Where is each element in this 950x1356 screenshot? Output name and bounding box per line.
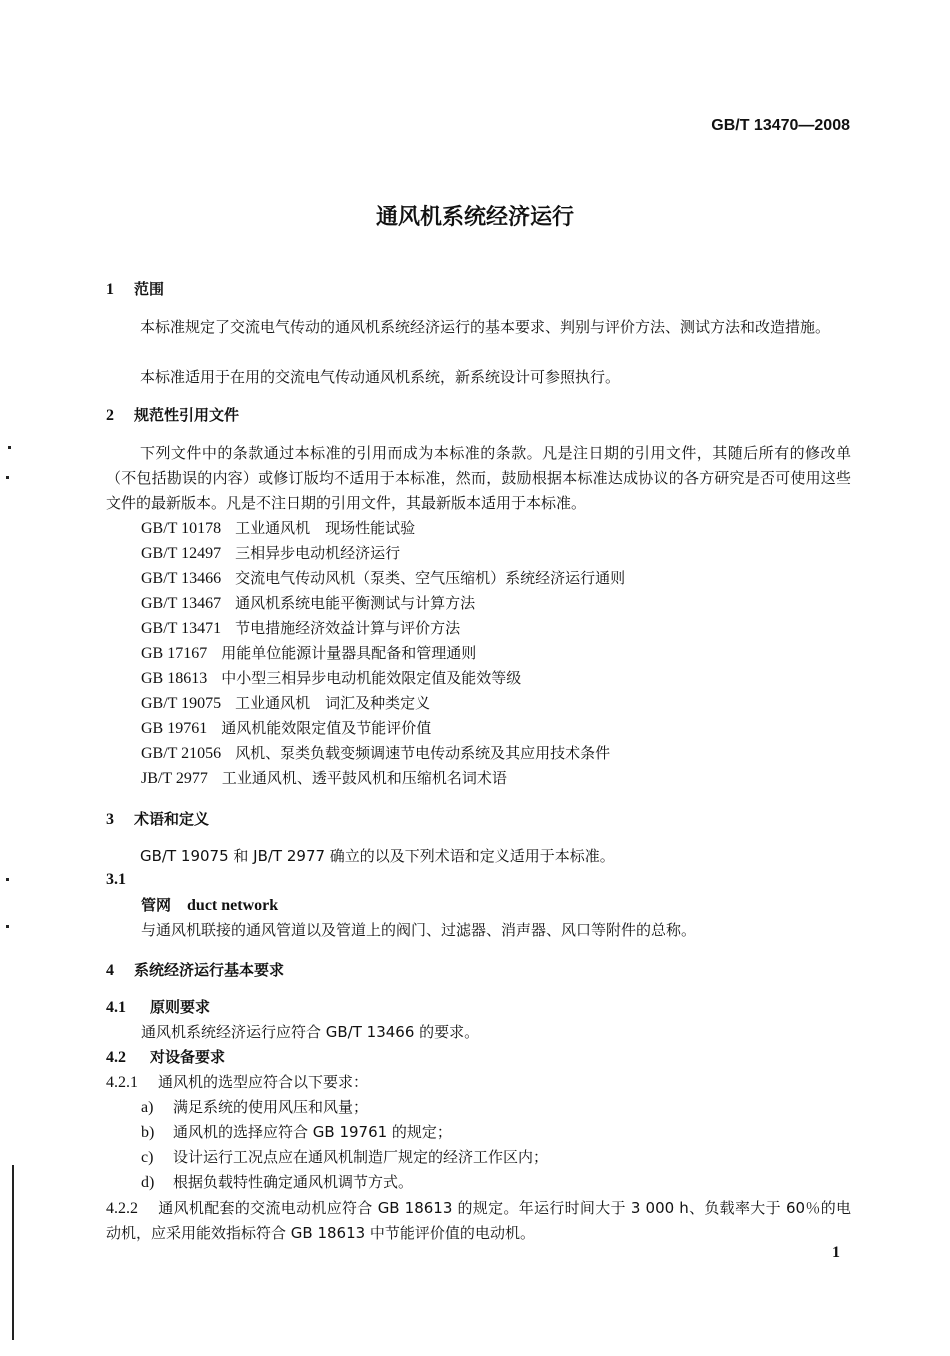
scan-dot bbox=[6, 878, 9, 881]
list-item: c) 设计运行工况点应在通风机制造厂规定的经济工作区内； bbox=[141, 1148, 549, 1166]
section-4-1-paragraph: 通风机系统经济运行应符合 GB/T 13466 的要求。 bbox=[141, 1023, 480, 1041]
section-4-2-2: 4.2.2 通风机配套的交流电动机应符合 GB 18613 的规定。年运行时间大于 3 000 h、负载率大于 60％的电动机，应采用能效指标符合 GB 18613 中节能评价值的电动机。 bbox=[106, 1199, 851, 1242]
term-3-1-number: 3.1 bbox=[106, 871, 126, 888]
list-item: b) 通风机的选择应符合 GB 19761 的规定； bbox=[141, 1123, 452, 1141]
document-title: 通风机系统经济运行 bbox=[375, 205, 574, 230]
reference-item: GB/T 12497 三相异步电动机经济运行 bbox=[141, 544, 401, 562]
scan-dot bbox=[6, 476, 9, 479]
reference-item: GB 19761 通风机能效限定值及节能评价值 bbox=[141, 719, 432, 737]
section-4-2-heading: 4.2 对设备要求 bbox=[106, 1048, 226, 1066]
reference-item: JB/T 2977 工业通风机、透平鼓风机和压缩机名词术语 bbox=[141, 769, 507, 787]
section-2-paragraph-1: 下列文件中的条款通过本标准的引用而成为本标准的条款。凡是注日期的引用文件，其随后所有的修改单（不包括勘误的内容）或修订版均不适用于本标准，然而，鼓励根据本标准达成协议的各方研究是否可使用这些文件的最新版本。凡是不注日期的引用文件，其最新版本适用于本标准。 bbox=[106, 444, 851, 512]
reference-item: GB/T 10178 工业通风机 现场性能试验 bbox=[141, 519, 416, 537]
section-1-heading: 1 范围 bbox=[106, 280, 165, 298]
reference-item: GB 17167 用能单位能源计量器具配备和管理通则 bbox=[141, 644, 477, 662]
list-item: a) 满足系统的使用风压和风量； bbox=[141, 1098, 369, 1116]
reference-item: GB 18613 中小型三相异步电动机能效限定值及能效等级 bbox=[141, 669, 522, 687]
reference-item: GB/T 21056 风机、泵类负载变频调速节电传动系统及其应用技术条件 bbox=[141, 744, 611, 762]
section-3-heading: 3 术语和定义 bbox=[106, 810, 210, 828]
section-2-heading: 2 规范性引用文件 bbox=[106, 406, 240, 424]
page-number: 1 bbox=[832, 1244, 840, 1261]
section-3-paragraph-1: GB/T 19075 和 JB/T 2977 确立的以及下列术语和定义适用于本标准。 bbox=[140, 847, 615, 865]
reference-item: GB/T 19075 工业通风机 词汇及种类定义 bbox=[141, 694, 431, 712]
reference-item: GB/T 13466 交流电气传动风机（泵类、空气压缩机）系统经济运行通则 bbox=[141, 569, 626, 587]
reference-item: GB/T 13467 通风机系统电能平衡测试与计算方法 bbox=[141, 594, 476, 612]
section-1-paragraph-2: 本标准适用于在用的交流电气传动通风机系统，新系统设计可参照执行。 bbox=[140, 368, 621, 386]
section-4-heading: 4 系统经济运行基本要求 bbox=[106, 961, 285, 979]
section-1-paragraph-1: 本标准规定了交流电气传动的通风机系统经济运行的基本要求、判别与评价方法、测试方法和改造措施。 bbox=[140, 318, 831, 336]
scan-edge-line bbox=[12, 1165, 14, 1340]
section-4-2-1: 4.2.1 通风机的选型应符合以下要求： bbox=[106, 1073, 369, 1091]
list-item: d) 根据负载特性确定通风机调节方式。 bbox=[141, 1173, 414, 1191]
scan-dot bbox=[8, 446, 11, 449]
reference-item: GB/T 13471 节电措施经济效益计算与评价方法 bbox=[141, 619, 461, 637]
standard-number: GB/T 13470—2008 bbox=[711, 117, 850, 134]
term-3-1: 管网 duct network bbox=[141, 896, 279, 914]
term-3-1-definition: 与通风机联接的通风管道以及管道上的阀门、过滤器、消声器、风口等附件的总称。 bbox=[141, 921, 697, 939]
scan-dot bbox=[6, 925, 9, 928]
section-4-1-heading: 4.1 原则要求 bbox=[106, 998, 211, 1016]
